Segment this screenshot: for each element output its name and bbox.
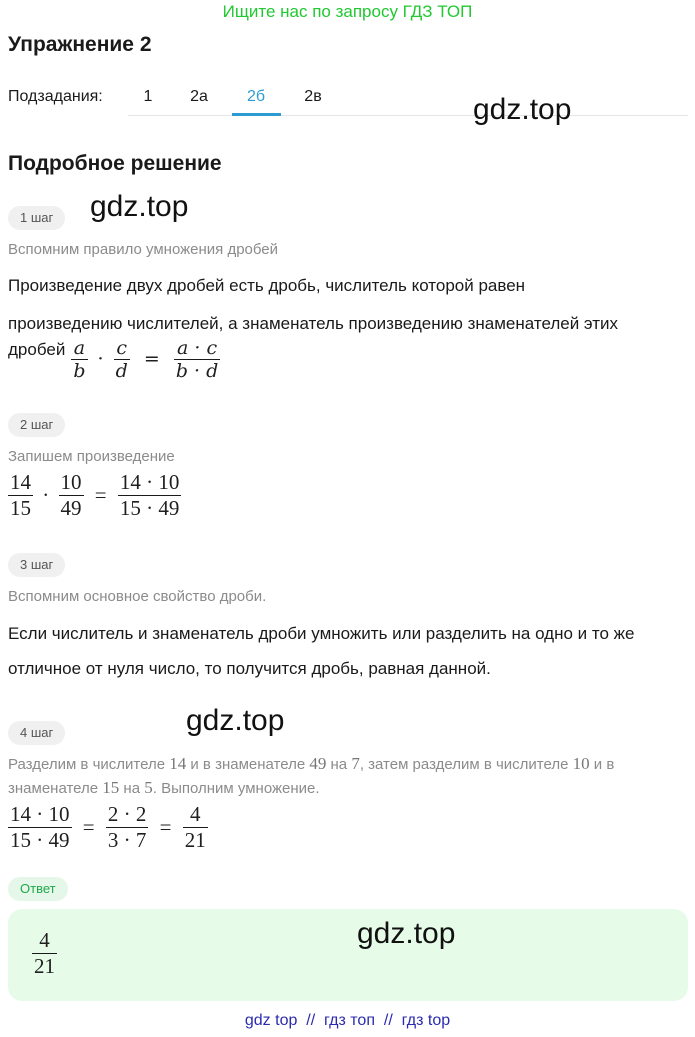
step-badge: 4 шаг: [8, 721, 65, 745]
step-hint: Запишем произведение: [8, 448, 175, 465]
step-hint: Разделим в числителе 14 и в знаменателе 49 на 7, затем разделим в числителе 10 и в: [8, 754, 615, 773]
watermark: gdz.top: [90, 190, 189, 223]
tab-2v[interactable]: 2в: [304, 88, 322, 105]
subtasks-label: Подзадания:: [8, 88, 103, 105]
step-badge: 2 шаг: [8, 413, 65, 437]
fraction: $\frac{2 \cdot 2}{3 \cdot 7}$: [107, 802, 147, 852]
fraction: $\frac{4}{21}$: [34, 928, 55, 978]
step-badge: 3 шаг: [8, 553, 65, 577]
watermark: gdz.top: [186, 704, 285, 737]
step-text-line: отличное от нуля число, то получится дробь, равная данной.: [8, 659, 491, 678]
footer-links[interactable]: gdz top // гдз топ // гдз top: [244, 1012, 451, 1029]
fraction: $\frac{14 \cdot 10}{15 \cdot 49}$: [10, 802, 70, 852]
step-badge: 1 шаг: [8, 206, 65, 230]
promo-banner[interactable]: Ищите нас по запросу ГДЗ ТОП: [222, 2, 473, 21]
tab-1[interactable]: 1: [143, 88, 153, 105]
simplification-formula: $\frac{14 \cdot 10}{15 \cdot 49}$ = $\frac{2 \cdot 2}{3 \cdot 7}$ = $\frac{4}{21}$: [10, 802, 206, 852]
fraction: $\frac{14 \cdot 10}{15 \cdot 49}$: [119, 470, 180, 520]
fraction: $\frac{c}{d}$: [115, 336, 128, 382]
fraction: $\frac{4}{21}$: [184, 802, 206, 852]
page-title: Упражнение 2: [8, 33, 152, 56]
fraction: $\frac{10}{49}$: [60, 470, 82, 520]
step-hint: Вспомним основное свойство дроби.: [8, 588, 267, 605]
step-text-line: Произведение двух дробей есть дробь, числитель которой равен: [8, 276, 526, 295]
active-tab-indicator: [232, 113, 281, 116]
step-hint: знаменателе 15 на 5. Выполним умножение.: [8, 778, 320, 797]
solution-title: Подробное решение: [8, 152, 222, 175]
tab-2a[interactable]: 2а: [190, 88, 208, 105]
watermark: gdz.top: [357, 917, 456, 950]
step-text-line: Если числитель и знаменатель дроби умножить или разделить на одно и то же: [8, 624, 635, 643]
product-formula: $\frac{14}{15}$ · $\frac{10}{49}$ = $\frac{14 \cdot 10}{15 \cdot 49}$: [10, 470, 180, 520]
step-hint: Вспомним правило умножения дробей: [8, 241, 279, 258]
fraction: $\frac{a}{b}$: [73, 336, 86, 382]
answer-box: [8, 909, 688, 1001]
fraction: $\frac{14}{15}$: [10, 470, 31, 520]
step-text-line: дробей: [8, 340, 66, 359]
watermark: gdz.top: [473, 93, 572, 126]
answer-fraction: [32, 928, 57, 979]
tabs-divider: [128, 115, 688, 116]
fraction-rule-formula: $\frac{a}{b}$ · $\frac{c}{d}$ = $\frac{a \cdot c}{b \cdot d}$: [73, 336, 219, 382]
fraction: $\frac{a \cdot c}{b \cdot d}$: [175, 336, 219, 382]
answer-badge: Ответ: [8, 877, 68, 901]
formula-row: [8, 332, 220, 386]
step-text-line: произведению числителей, а знаменатель произведению знаменателей этих: [8, 314, 619, 333]
tab-2b[interactable]: 2б: [246, 88, 266, 105]
